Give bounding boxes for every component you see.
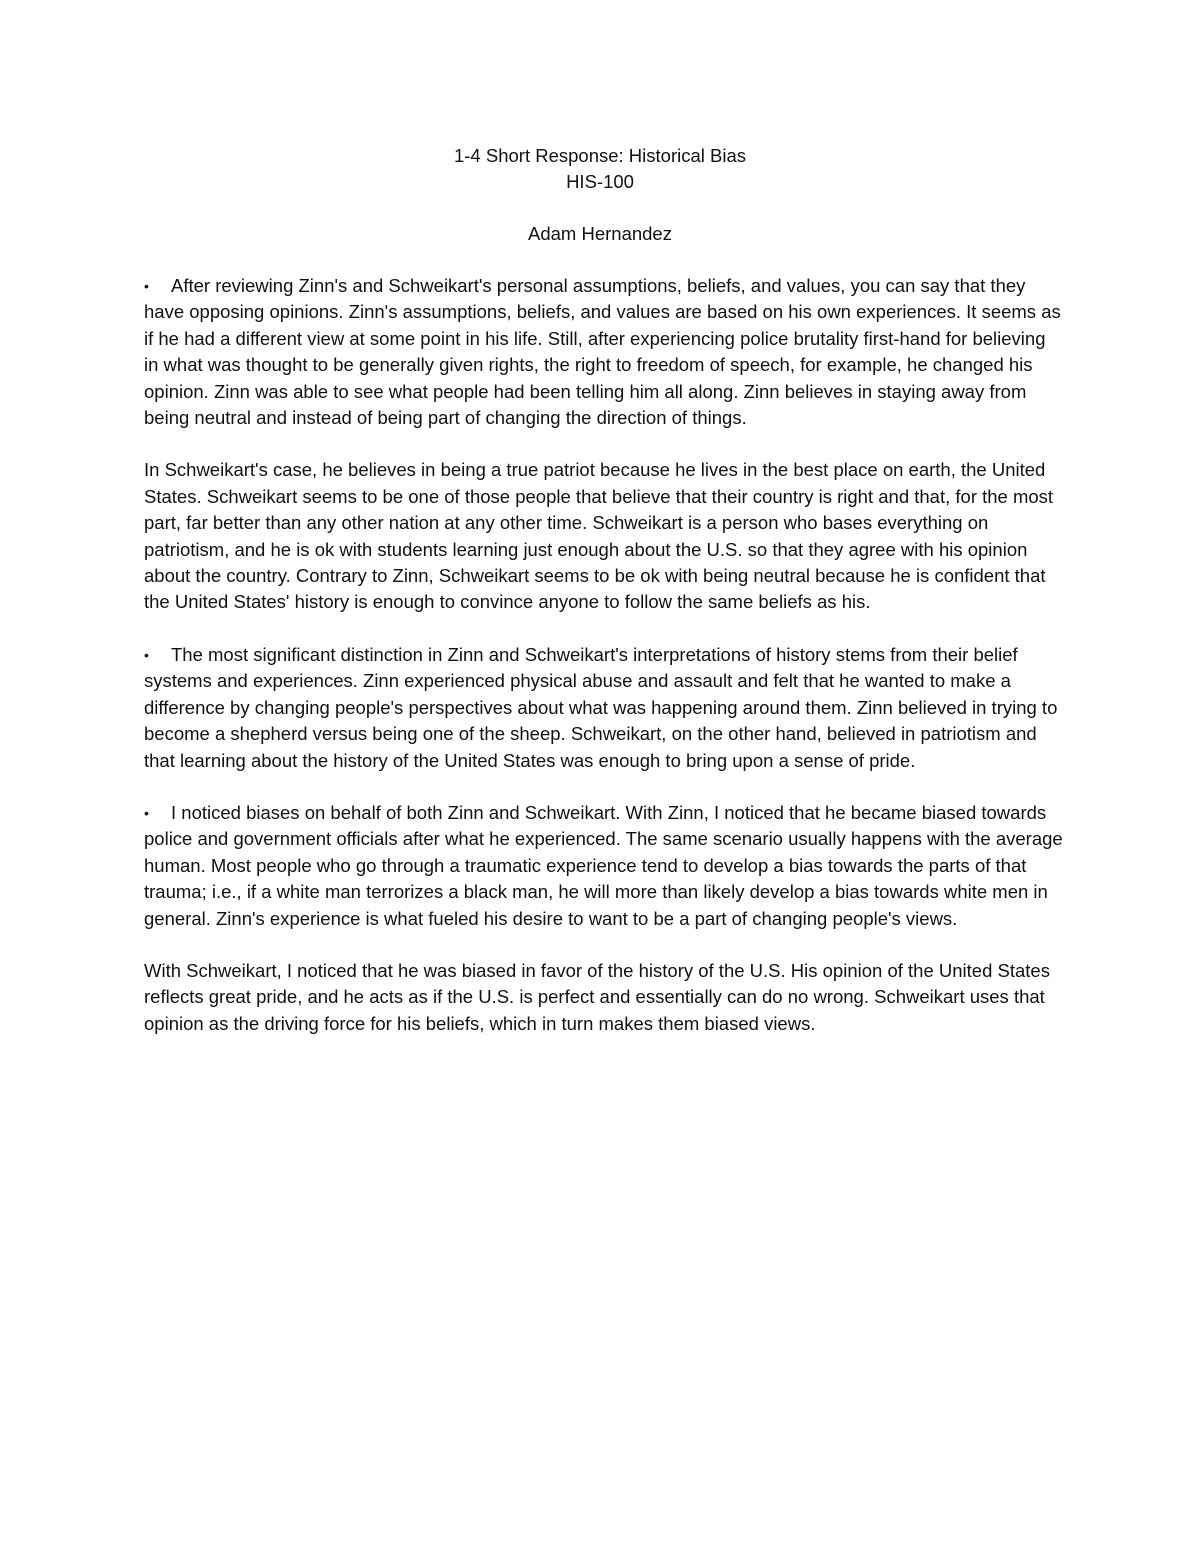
bullet-icon: •	[144, 646, 149, 663]
paragraph-text: I noticed biases on behalf of both Zinn and Schweikart. With Zinn, I noticed that he became biased towards police and government officials after what he experienced. The same scenario usually happens with the average human. Most people who go through a traumatic experience tend to develop a bias towards the parts of that trauma; i.e., if a white man terrorizes a black man, he will more than likely develop a bias towards white men in general. Zinn's experience is what fueled his desire to want to be a part of changing people's views.	[144, 801, 1063, 929]
paragraph-5	[144, 958, 1064, 1037]
author-name: Adam Hernandez	[528, 223, 672, 244]
bullet-icon: •	[144, 278, 149, 294]
bullet-icon: •	[144, 804, 149, 821]
document-body	[144, 273, 1064, 1063]
paragraph-3	[144, 642, 1064, 774]
course-code: HIS-100	[566, 171, 634, 192]
paragraph-text: With Schweikart, I noticed that he was biased in favor of the history of the U.S. His opinion of the United States reflects great pride, and he acts as if the U.S. is perfect and essentially can do no wrong. Schweikart uses that opinion as the driving force for his beliefs, which in turn makes them biased views.	[144, 959, 1050, 1034]
paragraph-text: The most significant distinction in Zinn and Schweikart's interpretations of history stems from their belief systems and experiences. Zinn experienced physical abuse and assault and felt that he wanted to make a difference by changing people's perspectives about what was happening around them. Zinn believed in trying to become a shepherd versus being one of the sheep. Schweikart, on the other hand, believed in patriotism and that learning about the history of the United States was enough to bring upon a sense of pride.	[144, 643, 1058, 771]
paragraph-4	[144, 800, 1064, 932]
header-spacer	[0, 195, 1200, 221]
document-header	[0, 143, 1200, 247]
paragraph-2	[144, 457, 1064, 615]
paragraph-text: In Schweikart's case, he believes in being a true patriot because he lives in the best place on earth, the United States. Schweikart seems to be one of those people that believe that their country is right and that, for the most part, far better than any other nation at any other time. Schweikart is a person who bases everything on patriotism, and he is ok with students learning just enough about the U.S. so that they agree with his opinion about the country. Contrary to Zinn, Schweikart seems to be ok with being neutral because he is confident that the United States' history is enough to convince anyone to follow the same beliefs as his.	[144, 459, 1054, 613]
document-title: 1-4 Short Response: Historical Bias	[453, 145, 747, 166]
paragraph-text: After reviewing Zinn's and Schweikart's personal assumptions, beliefs, and values, you can say that they have opposing opinions. Zinn's assumptions, beliefs, and values are based on his own experiences. It seems as if he had a different view at some point in his life. Still, after experiencing police brutality first-hand for believing in what was thought to be generally given rights, the right to freedom of speech, for example, he changed his opinion. Zinn was able to see what people had been telling him all along. Zinn believes in staying away from being neutral and instead of being part of changing the direction of things.	[144, 275, 1061, 429]
paragraph-1	[144, 273, 1064, 431]
